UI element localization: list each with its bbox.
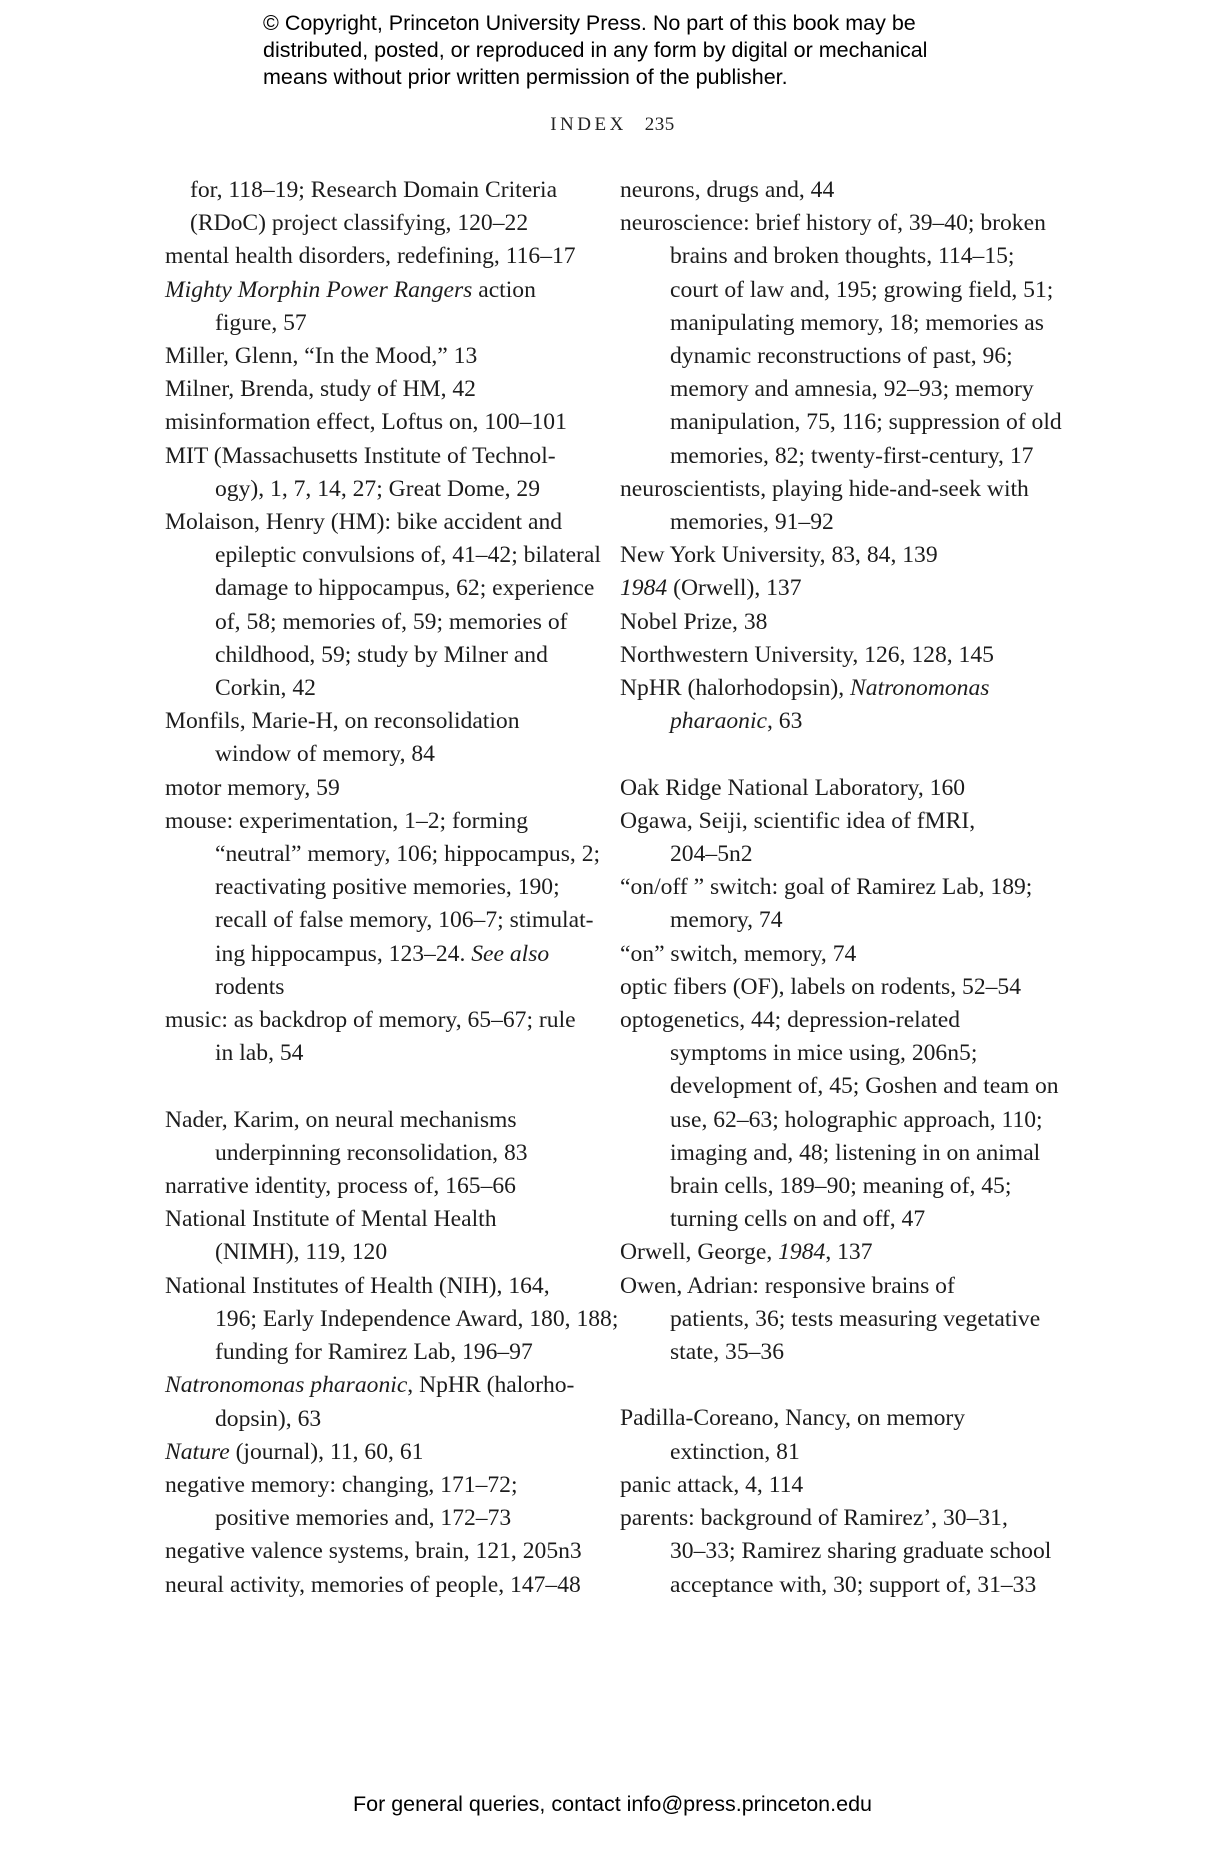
index-entry: [620, 1402, 1050, 1468]
entry-line: extinction, 81: [670, 1438, 800, 1465]
entry-title-italic: 1984: [778, 1239, 826, 1266]
entry-line: neurons, drugs and, 44: [620, 177, 835, 203]
index-entry: [165, 373, 585, 406]
entry-line: Owen, Adrian: responsive brains of: [620, 1272, 955, 1299]
entry-line: [645, 705, 1050, 738]
index-entry: [620, 207, 1062, 473]
index-entry: [620, 1004, 1059, 1236]
entry-line: motor memory, 59: [165, 774, 340, 801]
entry-line: state, 35–36: [670, 1339, 785, 1366]
entry-line: dynamic reconstructions of past, 96;: [670, 343, 1013, 370]
index-entry: [165, 1469, 585, 1535]
index-entry: [165, 805, 601, 1004]
entry-line: memories, 91–92: [670, 509, 834, 536]
entry-line: of, 58; memories of, 59; memories of: [215, 608, 568, 635]
entry-title-italic: Natronomonas pharaonic: [165, 1372, 408, 1399]
index-entry: [165, 440, 585, 506]
entry-line: brains and broken thoughts, 114–15;: [670, 243, 1015, 270]
entry-line: narrative identity, process of, 165–66: [165, 1173, 516, 1200]
footer-contact: For general queries, contact info@press.princeton.edu: [352, 1792, 872, 1816]
index-entry: [620, 572, 1050, 605]
entry-line: Milner, Brenda, study of HM, 42: [165, 376, 476, 403]
entry-title-italic: Natronomonas: [850, 675, 990, 702]
entry-line: rodents: [215, 973, 285, 1000]
entry-line: Molaison, Henry (HM): bike accident and: [165, 509, 563, 536]
entry-line: 196; Early Independence Award, 180, 188;: [215, 1305, 619, 1332]
index-entry: [620, 805, 1050, 871]
entry-title-italic: Mighty Morphin Power Rangers: [165, 276, 473, 303]
running-head-title: INDEX: [550, 114, 627, 135]
entry-line: use, 62–63; holographic approach, 110;: [670, 1106, 1043, 1133]
index-column-right: [620, 174, 1062, 1602]
entry-line: symptoms in mice using, 206n5;: [670, 1040, 978, 1067]
index-entry: [165, 1203, 585, 1269]
entry-text: Orwell, George,: [620, 1239, 779, 1266]
entry-line: [165, 274, 585, 307]
index-entry: [165, 772, 585, 805]
letter-section-gap: [165, 1070, 585, 1103]
entry-line: ogy), 1, 7, 14, 27; Great Dome, 29: [215, 475, 541, 502]
index-entry: [165, 1104, 585, 1170]
entry-line: reactivating positive memories, 190;: [215, 874, 560, 901]
entry-line: New York University, 83, 84, 139: [620, 542, 938, 569]
entry-line: underpinning reconsolidation, 83: [215, 1139, 528, 1166]
entry-line: “on/off ” switch: goal of Ramirez Lab, 189;: [620, 874, 1033, 901]
entry-line: neuroscientists, playing hide-and-seek with: [620, 475, 1029, 502]
entry-line: parents: background of Ramirez’, 30–31,: [620, 1505, 1008, 1532]
entry-line: development of, 45; Goshen and team on: [670, 1073, 1059, 1100]
entry-line: damage to hippocampus, 62; experience: [215, 575, 595, 602]
entry-line: National Institute of Mental Health: [165, 1206, 497, 1233]
entry-line: Northwestern University, 126, 128, 145: [620, 641, 994, 668]
entry-line: (NIMH), 119, 120: [215, 1239, 388, 1266]
entry-line: music: as backdrop of memory, 65–67; rule: [165, 1007, 576, 1034]
entry-line: [620, 572, 1050, 605]
entry-title-italic: pharaonic: [670, 708, 767, 735]
entry-line: positive memories and, 172–73: [215, 1505, 512, 1532]
entry-line: optogenetics, 44; depression-related: [620, 1007, 961, 1034]
entry-line: neural activity, memories of people, 147–48: [165, 1571, 581, 1598]
index-entry: [620, 672, 1050, 738]
index-entry: [165, 1369, 585, 1435]
letter-section-gap: [620, 1369, 1050, 1402]
entry-line: negative valence systems, brain, 121, 205n3: [165, 1538, 582, 1565]
index-entry: [165, 340, 585, 373]
see-also-cross-reference: See also: [471, 940, 550, 967]
index-entry: [620, 772, 1050, 805]
running-head: [0, 114, 1225, 136]
copyright-line: means without prior written permission of the publisher.: [263, 65, 788, 89]
index-entry: [165, 1436, 585, 1469]
entry-line: funding for Ramirez Lab, 196–97: [215, 1339, 533, 1366]
entry-text: NpHR (halorhodopsin),: [620, 675, 851, 702]
entry-line: mouse: experimentation, 1–2; forming: [165, 807, 529, 834]
entry-line: manipulating memory, 18; memories as: [670, 309, 1044, 336]
entry-line: “on” switch, memory, 74: [620, 940, 857, 967]
entry-line: Nobel Prize, 38: [620, 608, 768, 635]
entry-line: [165, 1436, 585, 1469]
entry-line: epileptic convulsions of, 41–42; bilateral: [215, 542, 601, 569]
index-entry: [620, 871, 1050, 937]
entry-line: [165, 1369, 585, 1402]
entry-text: , 137: [825, 1239, 873, 1266]
entry-line: dopsin), 63: [215, 1405, 322, 1432]
entry-line: misinformation effect, Loftus on, 100–101: [165, 409, 567, 436]
entry-line: National Institutes of Health (NIH), 164,: [165, 1272, 550, 1299]
entry-line: negative memory: changing, 171–72;: [165, 1471, 518, 1498]
index-entry: [165, 1004, 585, 1070]
continuation-line: for, 118–19; Research Domain Criteria: [190, 177, 558, 203]
index-entry: [165, 1535, 585, 1568]
index-entry: [165, 406, 585, 439]
page-number: 235: [644, 114, 675, 135]
entry-line: panic attack, 4, 114: [620, 1471, 804, 1498]
entry-line: brain cells, 189–90; meaning of, 45;: [670, 1173, 1012, 1200]
index-entry: [620, 971, 1050, 1004]
entry-text: , NpHR (halorho-: [407, 1372, 575, 1399]
entry-line: optic fibers (OF), labels on rodents, 52–54: [620, 973, 1022, 1000]
entry-line: Padilla-Coreano, Nancy, on memory: [620, 1405, 966, 1432]
entry-line: in lab, 54: [215, 1040, 304, 1067]
copyright-line: distributed, posted, or reproduced in any form by digital or mechanical: [263, 38, 928, 62]
entry-line: [620, 1236, 1050, 1269]
entry-line: 204–5n2: [670, 841, 753, 868]
index-entry: [165, 274, 585, 340]
entry-line: Oak Ridge National Laboratory, 160: [620, 774, 966, 801]
index-entry: [620, 539, 1050, 572]
index-entry: [165, 1170, 585, 1203]
entry-title-italic: Nature: [165, 1438, 230, 1465]
copyright-notice: [263, 10, 1023, 91]
index-column-left: [165, 174, 619, 1602]
index-entry: [165, 506, 601, 705]
entry-line: neuroscience: brief history of, 39–40; broken: [620, 210, 1046, 237]
entry-line: recall of false memory, 106–7; stimulat-: [215, 907, 594, 934]
entry-line: Corkin, 42: [215, 675, 316, 702]
entry-line: MIT (Massachusetts Institute of Technol-: [165, 442, 556, 469]
index-entry: [620, 174, 1050, 207]
entry-line: acceptance with, 30; support of, 31–33: [670, 1571, 1037, 1598]
entry-line: figure, 57: [215, 309, 307, 336]
entry-line: memory and amnesia, 92–93; memory: [670, 376, 1034, 403]
index-entry: [165, 240, 585, 273]
entry-line: Ogawa, Seiji, scientific idea of fMRI,: [620, 807, 976, 834]
entry-line: patients, 36; tests measuring vegetative: [670, 1305, 1041, 1332]
index-entry: [620, 1236, 1050, 1269]
index-entry: [620, 639, 1050, 672]
index-entry: [620, 606, 1050, 639]
entry-line: [620, 672, 1050, 705]
entry-line: Miller, Glenn, “In the Mood,” 13: [165, 343, 478, 370]
index-entry: [620, 938, 1050, 971]
entry-line: “neutral” memory, 106; hippocampus, 2;: [215, 841, 601, 868]
entry-line: childhood, 59; study by Milner and: [215, 641, 548, 668]
entry-line: Nader, Karim, on neural mechanisms: [165, 1106, 517, 1133]
entry-text: action: [472, 276, 536, 303]
index-entry: [165, 1569, 585, 1602]
entry-text: (journal), 11, 60, 61: [229, 1438, 424, 1465]
entry-title-italic: 1984: [620, 575, 668, 602]
entry-text: (Orwell), 137: [667, 575, 802, 602]
entry-line: Monfils, Marie-H, on reconsolidation: [165, 708, 520, 735]
index-entry: [620, 1502, 1050, 1602]
index-entry: [620, 1469, 1050, 1502]
copyright-line: © Copyright, Princeton University Press. No part of this book may be: [263, 11, 916, 35]
entry-line: [190, 938, 585, 971]
entry-text: , 63: [767, 708, 803, 735]
continuation-line: (RDoC) project classifying, 120–22: [190, 210, 529, 237]
entry-line: court of law and, 195; growing field, 51;: [670, 276, 1054, 303]
entry-line: 30–33; Ramirez sharing graduate school: [670, 1538, 1052, 1565]
letter-section-gap: [620, 738, 1050, 771]
entry-line: memories, 82; twenty-first-century, 17: [670, 442, 1034, 469]
entry-text: ing hippocampus, 123–24.: [215, 940, 472, 967]
index-entry: [165, 705, 585, 771]
entry-line: manipulation, 75, 116; suppression of old: [670, 409, 1062, 436]
entry-line: window of memory, 84: [215, 741, 435, 768]
entry-line: memory, 74: [670, 907, 783, 934]
entry-line: mental health disorders, redefining, 116–17: [165, 243, 576, 270]
entry-line: turning cells on and off, 47: [670, 1206, 926, 1233]
index-entry: [620, 473, 1050, 539]
entry-line: imaging and, 48; listening in on animal: [670, 1139, 1041, 1166]
index-entry: [165, 1270, 619, 1370]
index-entry: [620, 1270, 1050, 1370]
